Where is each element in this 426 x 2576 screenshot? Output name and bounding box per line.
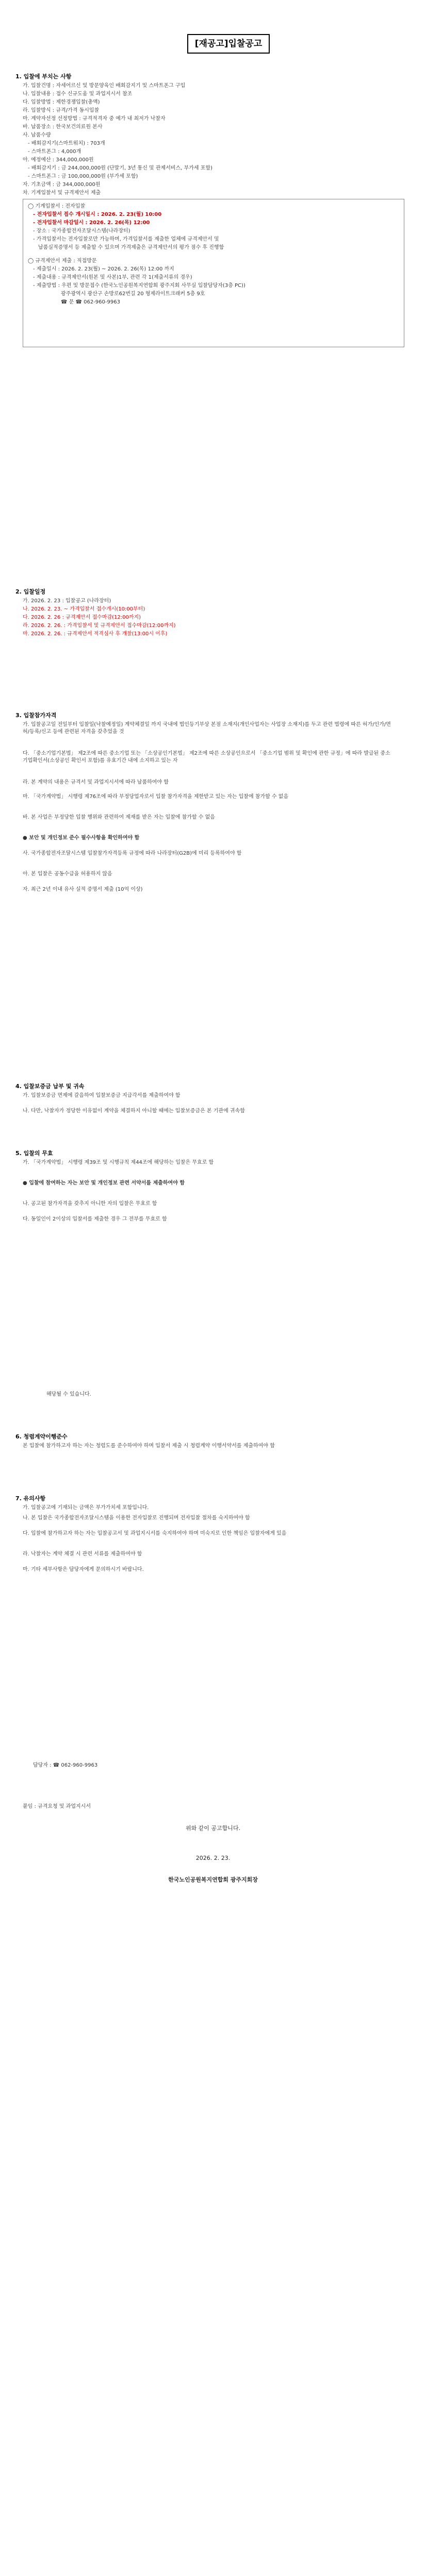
s7-para: 가. 입찰공고에 기재되는 금액은 부가가치세 포함입니다. — [23, 1505, 149, 1511]
s1-line: - 전자입찰서 접수 개시일시 : 2026. 2. 23(월) 10:00 — [33, 212, 162, 217]
s1-line: 다. 입찰방법 : 제한경쟁입찰(총액) — [23, 99, 100, 105]
section-6-heading: 6. 청렴계약이행준수 — [15, 1433, 68, 1440]
s5-para: 나. 공고된 참가자격을 갖추지 아니한 자의 입찰은 무효로 함 — [23, 1201, 157, 1207]
section-5-heading: 5. 입찰의 무효 — [15, 1150, 53, 1157]
s1-line: ☎ 문 ☎ 062-960-9963 — [61, 299, 120, 305]
s3-para: 아. 본 입찰은 공동수급을 허용하지 않음 — [23, 871, 112, 877]
s1-line: 아. 예정예산 : 344,000,000원 — [23, 157, 94, 163]
s3-para: 다. 「중소기업기본법」 제2조에 따른 중소기업 또는 「소상공인기본법」 제2조에 따른 소상공인으로서 「중소기업 범위 및 확인에 관한 규정」에 따라 발급된 중소기업확인서(소상공인 확인서 포함)를 유효기간 내에 소지하고 있는 자 — [23, 751, 390, 764]
s1-line: 차. 기계입찰서 및 규격제안서 제출 — [23, 190, 101, 196]
s1-line: - 제출내용 : 규격제안서(원본 및 사본)1부, 관련 각 1(제출서류의 경우) — [33, 275, 192, 280]
s6-para: 본 입찰에 참가하고자 하는 자는 청렴도를 준수하여야 하며 입찰서 제출 시 청렴계약 이행서약서를 제출하여야 함 — [23, 1443, 275, 1449]
s3-para: ● 보안 및 개인정보 준수 필수사항을 확인하여야 함 — [23, 835, 140, 841]
s1-line: 바. 납품장소 : 한국보건의료원 본사 — [23, 124, 103, 130]
s1-line: - 가격입찰서는 전자입찰로만 가능하며, 가격입찰서를 제출한 업체에 규격제안서 및 — [33, 236, 219, 242]
s1-line: 라. 입찰방식 : 규격/가격 동시입찰 — [23, 108, 100, 113]
s1-line: - 스마트폰그 : 4,000개 — [28, 149, 81, 155]
schedule-item: 라. 2026. 2. 26. : 가격입찰서 및 규격제안서 접수마감(12:00까지) — [23, 623, 176, 629]
s1-line: 납품실적증명서 등 제출할 수 있으며 가격제출은 규격제안서의 평가 점수 후 진행함 — [38, 245, 224, 250]
s7-para: 마. 기타 세부사항은 담당자에게 문의하시기 바랍니다. — [23, 1567, 144, 1572]
s5-para: ● 입찰에 참여하는 자는 보안 및 개인정보 관련 서약서를 제출하여야 함 — [23, 1180, 185, 1186]
s1-line: 광주광역시 광산구 손방로62번길 20 형제라이트크래커 5층 9호 — [61, 291, 205, 297]
schedule-item: 다. 2026. 2. 26 : 규격제안서 접수마감(12:00까지) — [23, 615, 141, 620]
section-3-heading: 3. 입찰참가자격 — [15, 712, 57, 719]
schedule-item: 가. 2026. 2. 23 : 입찰공고 (나라장터) — [23, 598, 111, 604]
s7-para: 라. 낙찰자는 계약 체결 시 관련 서류를 제출하여야 함 — [23, 1551, 142, 1557]
s1-line: ◯ 규격제안서 제출 : 직접방문 — [28, 258, 97, 264]
s3-para: 가. 입찰공고일 전일부터 입찰일(낙찰예정일) 계약체결일 까지 국내에 법인등기부상 본점 소재지(개인사업자는 사업장 소재지)를 두고 관련 법령에 따른 허가/인가/면허/등록/신고 등에 관련된 자격을 갖추었을 것 — [23, 722, 391, 735]
s4-para: 가. 입찰보증금 면제에 갈음하여 입찰보증금 지급각서를 제출하여야 함 — [23, 1093, 181, 1098]
s1-line: - 스마트폰그 : 금 100,000,000원 (부가세 포함) — [28, 174, 138, 179]
s1-line: - 배회감지기 : 금 244,000,000원 (단말기, 3년 통신 및 관제서비스, 부가세 포함) — [28, 165, 212, 171]
s3-para: 바. 본 사업은 부정당한 입찰 행위와 관련하여 제재를 받은 자는 입찰에 참가할 수 없음 — [23, 815, 215, 820]
section-7-heading: 7. 유의사항 — [15, 1495, 46, 1502]
s1-line: 마. 계약자선정 선정방법 : 규격적격자 중 예가 내 최저가 낙찰자 — [23, 116, 166, 122]
s7-para: 다. 입찰에 참가하고자 하는 자는 입찰공고서 및 과업지시서를 숙지하여야 하며 미숙지로 인한 책임은 입찰자에게 있음 — [23, 1531, 287, 1536]
schedule-item: 마. 2026. 2. 26. : 규격제안서 적격심사 후 개찰(13:00시 이후) — [23, 631, 168, 637]
section-2-heading: 2. 입찰일정 — [15, 588, 46, 595]
page-title: [재공고]입찰공고 — [187, 34, 270, 54]
s3-para: 자. 최근 2년 이내 유사 실적 증명서 제출 (10억 이상) — [23, 887, 143, 892]
s4-para: 나. 다만, 낙찰자가 정당한 이유없이 계약을 체결하지 아니할 때에는 입찰보증금은 본 기관에 귀속함 — [23, 1108, 245, 1114]
s1-line: 사. 납품수량 — [23, 132, 51, 138]
contact: 담당자 : ☎ 062-960-9963 — [33, 1762, 98, 1768]
s1-line: 나. 입찰내용 : 접수 신규도움 및 과업지시서 참조 — [23, 91, 133, 97]
closing-text: 위와 같이 공고합니다. — [185, 1825, 241, 1832]
issuing-organization: 한국노인공원복지연합회 광주지회장 — [168, 1876, 258, 1883]
s1-line: ◯ 기계입찰서 : 전자입찰 — [28, 204, 86, 209]
s1-line: - 배회감지기(스마트워치) : 703개 — [28, 141, 105, 146]
s3-para: 라. 본 계약의 내용은 규격서 및 과업지시서에 따라 납품하여야 함 — [23, 779, 169, 785]
s5-para: 가. 「국가계약법」 시행령 제39조 및 시행규칙 제44조에 해당하는 입찰은 무효로 함 — [23, 1160, 214, 1165]
s7-para: 나. 본 입찰은 국가종합전자조달시스템을 이용한 전자입찰로 진행되며 전자입찰 절차를 숙지하여야 함 — [23, 1515, 250, 1521]
s1-line: - 전자입찰서 마감일시 : 2026. 2. 26(목) 12:00 — [33, 220, 150, 226]
s1-line: - 장소 : 국가종합전자조달시스템(나라장터) — [33, 228, 130, 234]
s3-para: 사. 국가종합전자조달시스템 입찰참가자격등록 규정에 따라 나라장터(G2B)에 미리 등록하여야 함 — [23, 851, 242, 856]
attachment-note: 붙임 : 규격요청 및 과업지시서 — [23, 1804, 91, 1809]
s5-para: 다. 동일인이 2이상의 입찰서를 제출한 경우 그 전부를 무효로 함 — [23, 1216, 167, 1222]
section-4-heading: 4. 입찰보증금 납부 및 귀속 — [15, 1083, 85, 1090]
s1-line: - 제출방법 : 우편 및 방문접수 (한국노인공원복지연합회 광주지회 사무실 입찰담당자(3층 PC)) — [33, 283, 245, 289]
section-1-heading: 1. 입찰에 부치는 사항 — [15, 73, 72, 80]
s1-line: 가. 입찰건명 : 자세어르신 및 방문양육인 배회감지기 및 스마트폰그 구입 — [23, 83, 186, 89]
s1-line: 자. 기초금액 : 금 344,000,000원 — [23, 182, 101, 188]
s1-line: - 제출일시 : 2026. 2. 23(월) ~ 2026. 2. 26(목) 12:00 까지 — [33, 266, 174, 272]
s5-note: 해당될 수 있습니다. — [46, 1392, 91, 1397]
s3-para: 마. 「국가계약법」 시행령 제76조에 따라 부정당업자로서 입찰 참가자격을 제한받고 있는 자는 입찰에 참가할 수 없음 — [23, 794, 289, 800]
schedule-item: 나. 2026. 2. 23. ~ 가격입찰서 접수개시(10:00부터) — [23, 606, 145, 612]
announcement-date: 2026. 2. 23. — [195, 1855, 231, 1861]
